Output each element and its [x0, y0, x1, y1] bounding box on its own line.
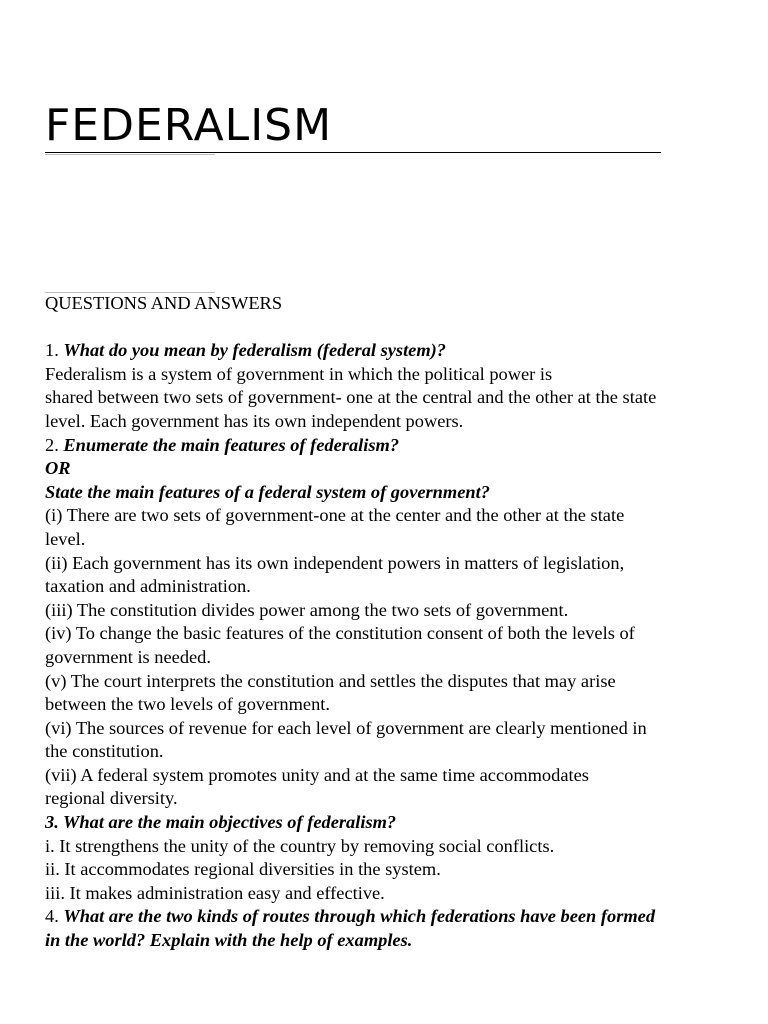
question-text: What do you mean by federalism (federal system)?: [63, 340, 446, 361]
question-3: 3. What are the main objectives of federalism?: [45, 812, 397, 833]
document-title: FEDERALISM: [45, 100, 333, 151]
answer-line: government is needed.: [45, 646, 211, 667]
answer-line: (vi) The sources of revenue for each level of government are clearly mentioned in: [45, 717, 647, 738]
answer-line: i. It strengthens the unity of the country by removing social conflicts.: [45, 835, 555, 856]
title-underline: [45, 152, 661, 153]
answer-line: shared between two sets of government- one at the central and the other at the state: [45, 387, 657, 408]
answer-line: (i) There are two sets of government-one at the center and the other at the state: [45, 505, 625, 526]
answer-line: (iv) To change the basic features of the constitution consent of both the levels of: [45, 623, 635, 644]
section-heading: QUESTIONS AND ANSWERS: [45, 293, 283, 313]
answer-line: iii. It makes administration easy and effective.: [45, 882, 385, 903]
title-underline-accent: [45, 154, 215, 155]
or-separator: OR: [45, 458, 71, 479]
answer-line: the constitution.: [45, 741, 164, 762]
answer-line: ii. It accommodates regional diversities in the system.: [45, 859, 441, 880]
question-4: [45, 905, 735, 929]
answer-line: regional diversity.: [45, 788, 178, 809]
answer-line: level. Each government has its own independent powers.: [45, 410, 464, 431]
answer-line: taxation and administration.: [45, 576, 251, 597]
question-text-continued: in the world? Explain with the help of examples.: [45, 930, 413, 951]
question-2: [45, 434, 735, 458]
question-text: Enumerate the main features of federalism?: [63, 434, 400, 455]
answer-line: (ii) Each government has its own independent powers in matters of legislation,: [45, 552, 625, 573]
blank-line: [45, 316, 735, 340]
answer-line: level.: [45, 528, 86, 549]
question-number: 4.: [45, 906, 64, 927]
answer-line: (vii) A federal system promotes unity and at the same time accommodates: [45, 764, 589, 785]
alternate-question: State the main features of a federal system of government?: [45, 481, 490, 502]
answer-line: (iii) The constitution divides power among the two sets of government.: [45, 599, 569, 620]
answer-line: Federalism is a system of government in which the political power is: [45, 363, 553, 384]
answer-line: (v) The court interprets the constitution and settles the disputes that may arise: [45, 670, 616, 691]
question-number: 1.: [45, 340, 64, 361]
question-number: 2.: [45, 434, 64, 455]
question-1: [45, 339, 735, 363]
question-text: What are the two kinds of routes through which federations have been formed: [63, 906, 656, 927]
answer-line: between the two levels of government.: [45, 694, 330, 715]
document-body: [45, 292, 735, 953]
